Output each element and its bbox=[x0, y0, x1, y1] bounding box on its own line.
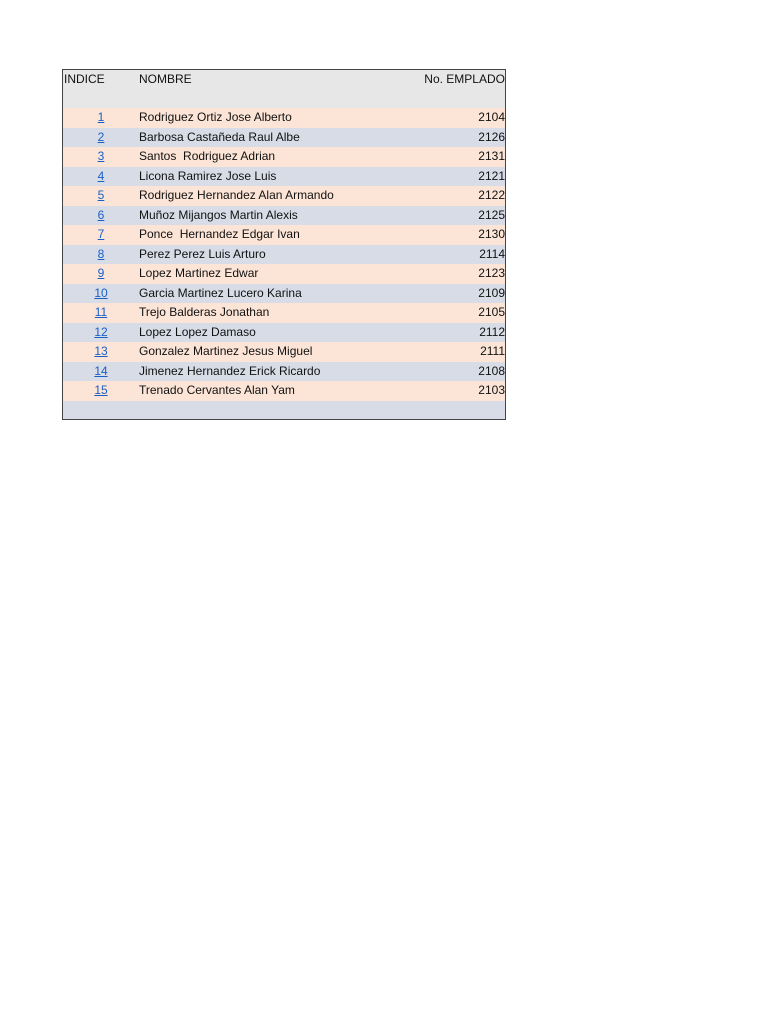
employee-name: Santos Rodriguez Adrian bbox=[139, 149, 276, 163]
index-link[interactable]: 1 bbox=[97, 110, 105, 124]
employee-number: 2109 bbox=[478, 285, 505, 300]
employee-table bbox=[62, 69, 506, 420]
employee-number: 2123 bbox=[478, 266, 505, 280]
employee-number: 2111 bbox=[480, 344, 505, 358]
table-row bbox=[63, 206, 505, 226]
employee-number: 2131 bbox=[478, 149, 505, 163]
employee-name: Trejo Balderas Jonathan bbox=[139, 305, 270, 319]
employee-number: 2105 bbox=[478, 305, 505, 319]
index-link[interactable]: 6 bbox=[97, 207, 105, 222]
employee-name: Licona Ramirez Jose Luis bbox=[139, 168, 277, 183]
table-row bbox=[63, 245, 505, 265]
table-row bbox=[63, 342, 505, 362]
index-link[interactable]: 3 bbox=[97, 149, 105, 163]
table-footer bbox=[63, 401, 505, 419]
employee-name: Trenado Cervantes Alan Yam bbox=[139, 383, 295, 397]
table-row bbox=[63, 186, 505, 206]
index-link[interactable]: 15 bbox=[94, 383, 108, 397]
index-link[interactable]: 11 bbox=[94, 305, 108, 319]
index-link[interactable]: 12 bbox=[94, 324, 108, 339]
table-body bbox=[63, 108, 505, 401]
index-link[interactable]: 7 bbox=[97, 227, 105, 241]
employee-name: Jimenez Hernandez Erick Ricardo bbox=[139, 363, 321, 378]
index-link[interactable]: 5 bbox=[97, 188, 105, 202]
table-row bbox=[63, 108, 505, 128]
index-link[interactable]: 4 bbox=[97, 168, 105, 183]
table-row bbox=[63, 264, 505, 284]
table-header bbox=[63, 70, 505, 108]
employee-number: 2122 bbox=[478, 188, 505, 202]
table-row bbox=[63, 128, 505, 148]
employee-number: 2108 bbox=[478, 363, 505, 378]
table-row bbox=[63, 147, 505, 167]
table-row bbox=[63, 303, 505, 323]
employee-number: 2126 bbox=[478, 129, 505, 144]
table-row bbox=[63, 225, 505, 245]
employee-name: Gonzalez Martinez Jesus Miguel bbox=[139, 344, 313, 358]
index-link[interactable]: 8 bbox=[97, 246, 105, 261]
employee-number: 2104 bbox=[478, 110, 505, 124]
employee-name: Lopez Martinez Edwar bbox=[139, 266, 259, 280]
employee-number: 2125 bbox=[478, 207, 505, 222]
table-row bbox=[63, 284, 505, 304]
header-employee-number: No. EMPLADO bbox=[424, 72, 505, 86]
table-row bbox=[63, 323, 505, 343]
employee-number: 2112 bbox=[479, 324, 505, 339]
employee-name: Barbosa Castañeda Raul Albe bbox=[139, 129, 300, 144]
employee-number: 2114 bbox=[479, 246, 505, 261]
employee-number: 2103 bbox=[478, 383, 505, 397]
employee-name: Garcia Martinez Lucero Karina bbox=[139, 285, 302, 300]
index-link[interactable]: 14 bbox=[94, 363, 108, 378]
employee-name: Rodriguez Hernandez Alan Armando bbox=[139, 188, 334, 202]
header-indice: INDICE bbox=[64, 72, 105, 86]
table-row bbox=[63, 167, 505, 187]
header-nombre: NOMBRE bbox=[139, 72, 192, 86]
table-row bbox=[63, 381, 505, 401]
index-link[interactable]: 13 bbox=[94, 344, 108, 358]
table-row bbox=[63, 362, 505, 382]
employee-name: Ponce Hernandez Edgar Ivan bbox=[139, 227, 300, 241]
employee-name: Muñoz Mijangos Martin Alexis bbox=[139, 207, 298, 222]
employee-number: 2130 bbox=[478, 227, 505, 241]
employee-name: Rodriguez Ortiz Jose Alberto bbox=[139, 110, 292, 124]
index-link[interactable]: 2 bbox=[97, 129, 105, 144]
employee-name: Perez Perez Luis Arturo bbox=[139, 246, 266, 261]
employee-name: Lopez Lopez Damaso bbox=[139, 324, 256, 339]
index-link[interactable]: 9 bbox=[97, 266, 105, 280]
employee-number: 2121 bbox=[478, 168, 505, 183]
index-link[interactable]: 10 bbox=[94, 285, 108, 300]
